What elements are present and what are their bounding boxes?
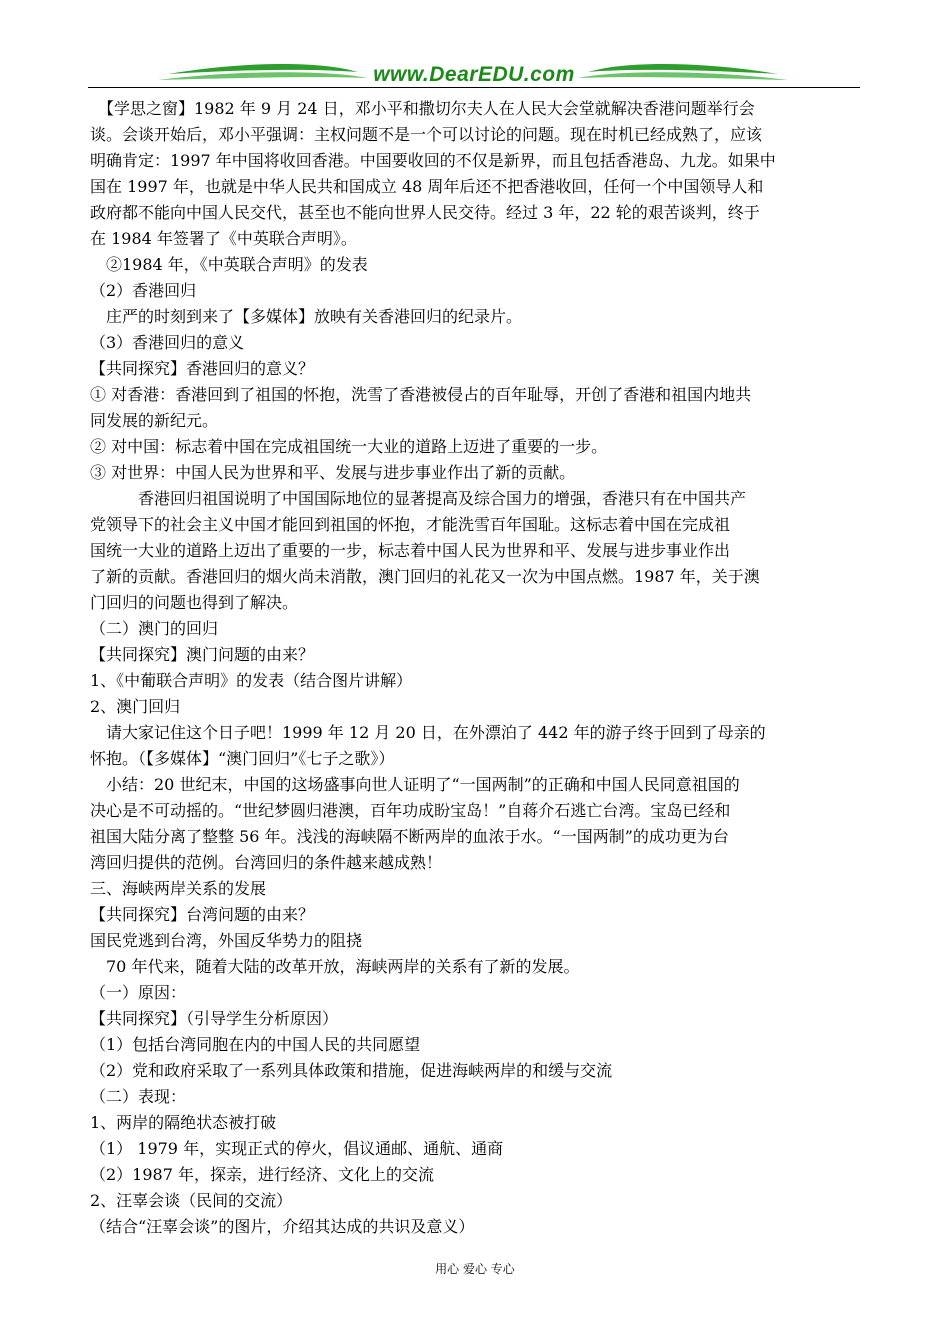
text-line: 庄严的时刻到来了【多媒体】放映有关香港回归的纪录片。 [90,307,523,326]
text-line: 湾回归提供的范例。台湾回归的条件越来越成熟！ [90,853,443,872]
header-rule [88,87,860,88]
text-line: 党领导下的社会主义中国才能回到祖国的怀抱，才能洗雪百年国耻。这标志着中国在完成祖 [90,515,731,534]
text-line: 香港回归祖国说明了中国国际地位的显著提高及综合国力的增强，香港只有在中国共产 [90,489,747,508]
text-line: （1）包括台湾同胞在内的中国人民的共同愿望 [90,1035,421,1054]
text-line: （2）香港回归 [90,281,197,300]
text-line: （2）1987 年，探亲，进行经济、文化上的交流 [90,1165,434,1184]
text-line: 小结：20 世纪末，中国的这场盛事向世人证明了“一国两制”的正确和中国人民同意祖国的 [90,775,740,794]
text-line: 【共同探究】（引导学生分析原因） [90,1009,339,1028]
text-line: ② 对中国：标志着中国在完成祖国统一大业的道路上迈进了重要的一步。 [90,437,608,456]
text-line: ① 对香港：香港回到了祖国的怀抱，洗雪了香港被侵占的百年耻辱，开创了香港和祖国内地共 [90,385,752,404]
text-line: （一）原因： [90,983,187,1002]
document-body [90,96,860,1240]
text-line: 明确肯定：1997 年中国将收回香港。中国要收回的不仅是新界，而且包括香港岛、九龙。如果中 [90,151,776,170]
text-line: 门回归的问题也得到了解决。 [90,593,299,612]
text-line: 政府都不能向中国人民交代，甚至也不能向世界人民交待。经过 3 年，22 轮的艰苦谈判，终于 [90,203,760,222]
text-line: 1、《中葡联合声明》的发表（结合图片讲解） [90,671,413,690]
text-line: （结合“汪辜会谈”的图片，介绍其达成的共识及意义） [90,1217,475,1236]
text-line: 在 1984 年签署了《中英联合声明》。 [90,229,357,248]
text-line: 祖国大陆分离了整整 56 年。浅浅的海峡隔不断两岸的血浓于水。“一国两制”的成功更为台 [90,827,729,846]
text-line: （1） 1979 年，实现正式的停火，倡议通邮、通航、通商 [90,1139,504,1158]
site-brand[interactable]: www.DearEDU.com [373,63,575,86]
text-line: 了新的贡献。香港回归的烟火尚未消散，澳门回归的礼花又一次为中国点燃。1987 年，关于澳 [90,567,760,586]
text-line: 国统一大业的道路上迈出了重要的一步，标志着中国人民为世界和平、发展与进步事业作出 [90,541,731,560]
text-line: 国在 1997 年，也就是中华人民共和国成立 48 周年后还不把香港收回，任何一个中国领导人和 [90,177,764,196]
text-line: 【共同探究】香港回归的意义？ [90,359,315,378]
text-line: 三、海峡两岸关系的发展 [90,879,267,898]
text-line: 2、澳门回归 [90,697,181,716]
text-line: 1、两岸的隔绝状态被打破 [90,1113,277,1132]
text-line: ③ 对世界：中国人民为世界和平、发展与进步事业作出了新的贡献。 [90,463,576,482]
page-footer: 用心 爱心 专心 [435,1262,515,1276]
page-header [88,58,860,92]
text-line: 谈。会谈开始后，邓小平强调：主权问题不是一个可以讨论的问题。现在时机已经成熟了，应该 [90,125,763,144]
text-line: 70 年代来，随着大陆的改革开放，海峡两岸的关系有了新的发展。 [90,957,580,976]
text-line: 决心是不可动摇的。“世纪梦圆归港澳，百年功成盼宝岛！”自蒋介石逃亡台湾。宝岛已经和 [90,801,731,820]
text-line: （2）党和政府采取了一系列具体政策和措施，促进海峡两岸的和缓与交流 [90,1061,613,1080]
text-line: 【学思之窗】1982 年 9 月 24 日，邓小平和撒切尔夫人在人民大会堂就解决香港问题举行会 [90,99,755,118]
text-line: ②1984 年，《中英联合声明》的发表 [90,255,368,274]
text-line: （二）表现： [90,1087,187,1106]
text-line: 【共同探究】澳门问题的由来？ [90,645,315,664]
text-line: 请大家记住这个日子吧！1999 年 12 月 20 日，在外漂泊了 442 年的游子终于回到了母亲的 [90,723,766,742]
text-line: （二）澳门的回归 [90,619,219,638]
text-line: 2、汪辜会谈（民间的交流） [90,1191,293,1210]
text-line: 【共同探究】台湾问题的由来？ [90,905,315,924]
text-line: 怀抱。（【多媒体】“澳门回归”《七子之歌》） [90,749,395,768]
text-line: 国民党逃到台湾，外国反华势力的阻挠 [90,931,363,950]
text-line: （3）香港回归的意义 [90,333,245,352]
text-line: 同发展的新纪元。 [90,411,219,430]
